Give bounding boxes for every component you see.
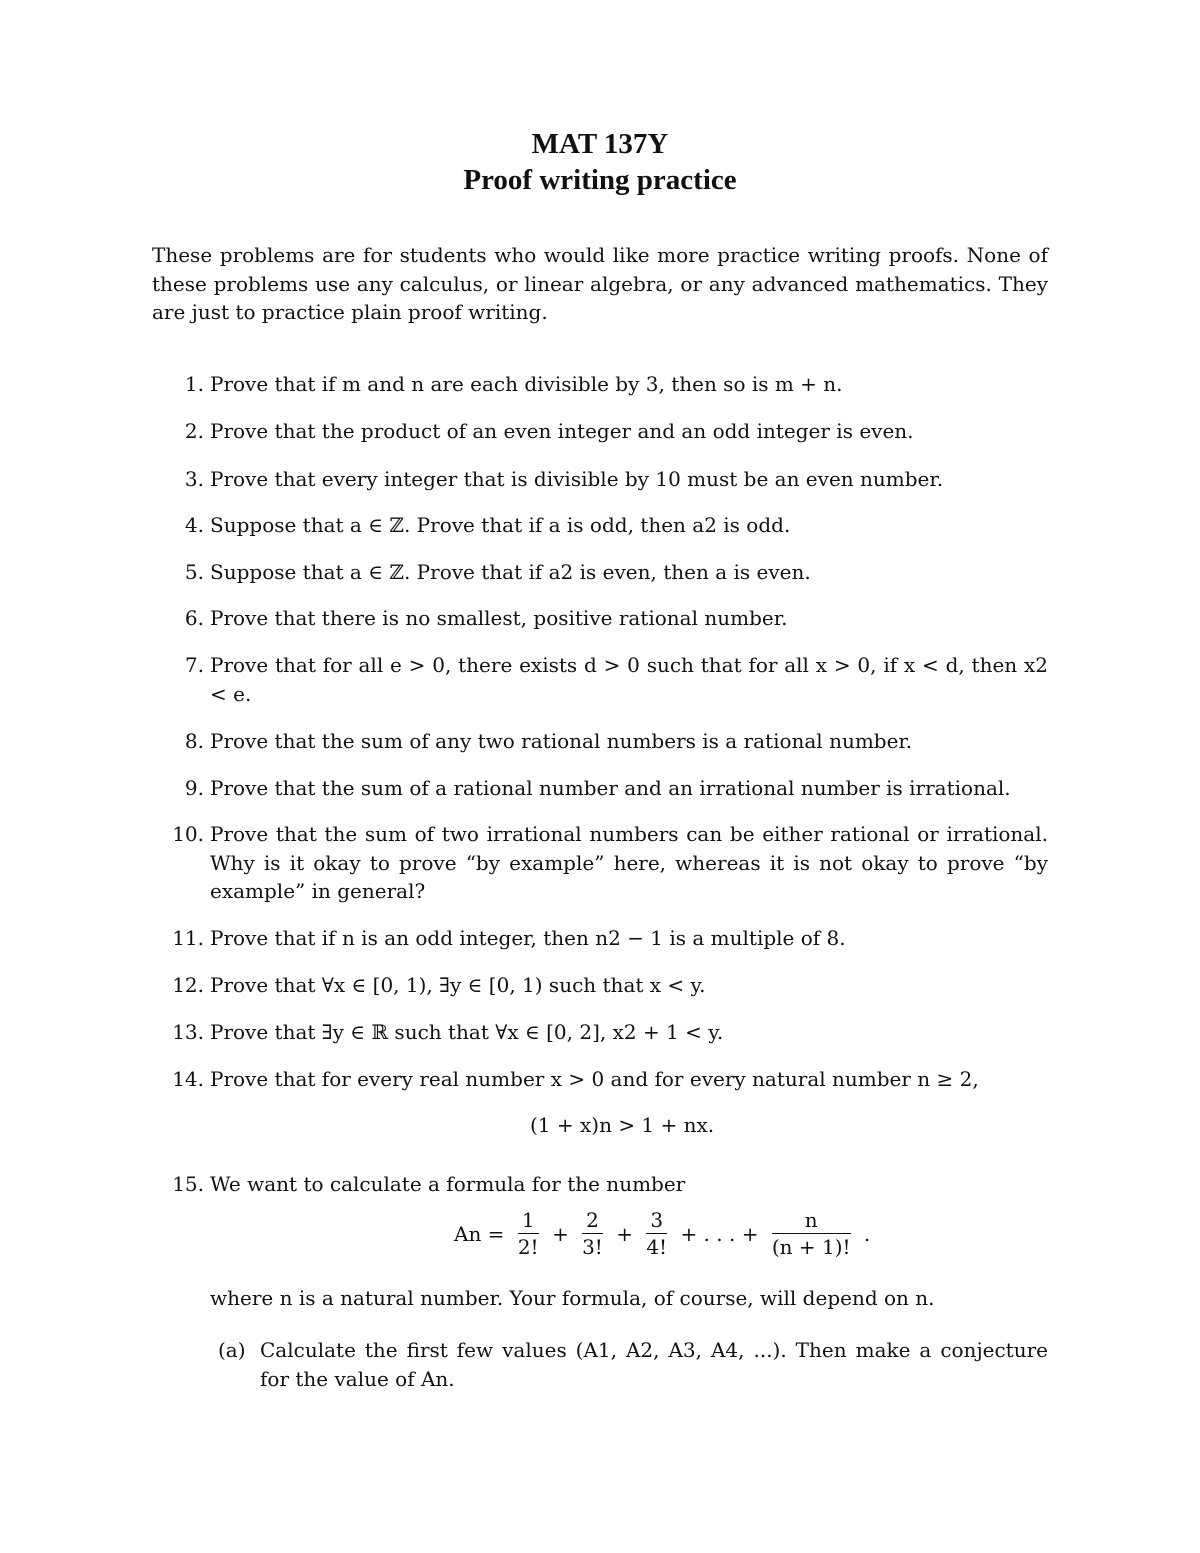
fraction-1 — [518, 1207, 539, 1260]
plus-sign: + — [616, 1221, 633, 1246]
fraction-denominator: (n + 1)! — [771, 1235, 851, 1259]
problem-number: 11. — [172, 926, 204, 950]
equation-lhs: An = — [454, 1221, 505, 1246]
period: . — [863, 1221, 871, 1246]
fraction-3 — [646, 1207, 667, 1260]
problem-text: Prove that there is no smallest, positive rational number. — [210, 606, 788, 630]
problem-number: 4. — [184, 513, 204, 537]
problem-number: 9. — [184, 776, 204, 800]
problem-number: 14. — [172, 1067, 204, 1091]
subpart-text: Calculate the first few values (A1, A2, A3, A4, ...). Then make a conjecture for the value of An. — [260, 1338, 1048, 1391]
fraction-denominator: 3! — [582, 1235, 603, 1259]
fraction-numerator: 1 — [518, 1207, 539, 1234]
problem-number: 13. — [172, 1020, 204, 1044]
plus-sign: + — [551, 1221, 569, 1246]
fraction-denominator: 4! — [646, 1235, 668, 1259]
problem-text: Prove that if m and n are each divisible by 3, then so is m + n. — [210, 372, 843, 396]
fraction-numerator: n — [772, 1207, 851, 1234]
problem-number: 7. — [184, 653, 204, 677]
subpart-label: (a) — [218, 1338, 246, 1362]
problem-text: Prove that the sum of two irrational numbers can be either rational or irrational. Why is it okay to prove “by example” here, whereas it is not okay to prove “by example” in general? — [210, 822, 1048, 903]
document-title: Proof writing practice — [463, 164, 737, 196]
problem-number: 5. — [184, 560, 204, 584]
problem-text: Prove that ∀x ∈ [0, 1), ∃y ∈ [0, 1) such that x < y. — [210, 973, 706, 997]
problem-text: Suppose that a ∈ ℤ. Prove that if a is odd, then a2 is odd. — [210, 513, 791, 537]
problem-text: Prove that if n is an odd integer, then n2 − 1 is a multiple of 8. — [210, 926, 846, 950]
problem-number: 10. — [172, 822, 204, 846]
problem-number: 2. — [184, 419, 204, 443]
problem-number: 12. — [172, 973, 204, 997]
problem-text: Prove that for all e > 0, there exists d > 0 such that for all x > 0, if x < d, then x2 < e. — [210, 653, 1048, 706]
problem-number: 15. — [172, 1172, 204, 1196]
problem-text: where n is a natural number. Your formula, of course, will depend on n. — [210, 1286, 935, 1310]
display-equation-14: (1 + x)n > 1 + nx. — [530, 1113, 715, 1137]
problem-number: 6. — [184, 606, 204, 630]
fraction-2 — [582, 1207, 603, 1260]
display-equation-15 — [450, 1207, 874, 1260]
problem-text: We want to calculate a formula for the number — [210, 1172, 686, 1196]
fraction-4 — [772, 1207, 851, 1260]
course-title: MAT 137Y — [531, 128, 669, 160]
problem-text: Prove that the sum of a rational number and an irrational number is irrational. — [210, 776, 1011, 800]
problem-number: 8. — [184, 729, 204, 753]
problem-number: 1. — [184, 372, 204, 396]
problem-text: Prove that the product of an even integer and an odd integer is even. — [210, 419, 914, 443]
fraction-numerator: 2 — [582, 1207, 603, 1234]
problem-text: Prove that every integer that is divisible by 10 must be an even number. — [210, 467, 944, 491]
intro-paragraph: These problems are for students who would like more practice writing proofs. None of these problems use any calculus, or linear algebra, or any advanced mathematics. They are just to practice plain proof writing. — [152, 243, 1048, 324]
fraction-numerator: 3 — [646, 1207, 667, 1234]
problem-text: Suppose that a ∈ ℤ. Prove that if a2 is even, then a is even. — [210, 560, 811, 584]
problem-number: 3. — [184, 467, 204, 491]
problem-text: Prove that the sum of any two rational numbers is a rational number. — [210, 729, 913, 753]
problem-text: Prove that ∃y ∈ ℝ such that ∀x ∈ [0, 2], x2 + 1 < y. — [210, 1020, 724, 1044]
fraction-denominator: 2! — [517, 1235, 539, 1259]
ellipsis-sum: + . . . + — [680, 1221, 759, 1246]
problem-text: Prove that for every real number x > 0 and for every natural number n ≥ 2, — [210, 1067, 979, 1091]
